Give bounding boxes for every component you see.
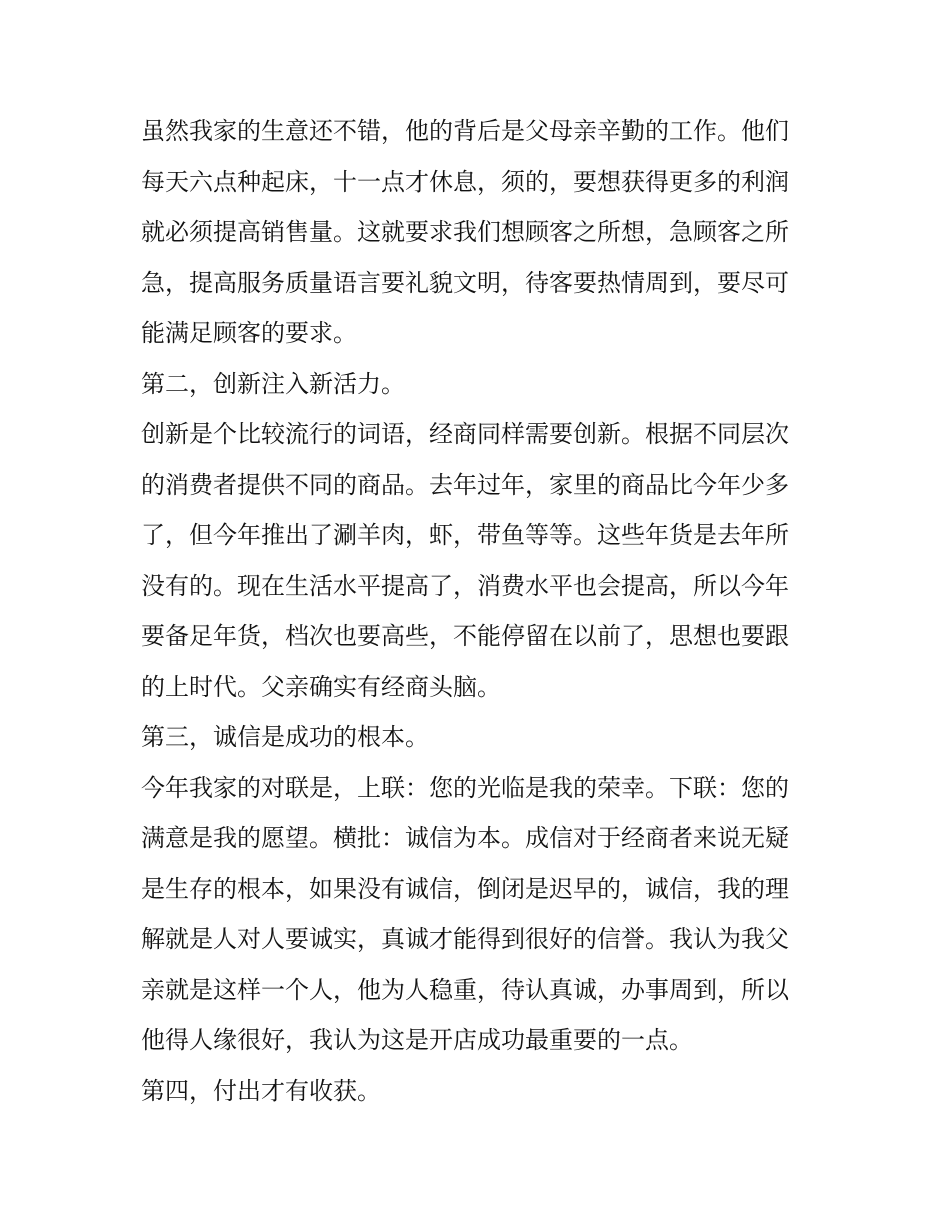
text-line: 的消费者提供不同的商品。去年过年，家里的商品比今年少多 <box>141 470 789 499</box>
text-line: 了，但今年推出了涮羊肉，虾，带鱼等等。这些年货是去年所 <box>141 521 789 549</box>
text-line: 今年我家的对联是，上联：您的光临是我的荣幸。下联：您的 <box>141 773 789 802</box>
text-line: 要备足年货，档次也要高些，不能停留在以前了，思想也要跟 <box>141 622 789 650</box>
text-line: 就必须提高销售量。这就要求我们想顾客之所想，急顾客之所 <box>141 218 789 246</box>
text-line: 是生存的根本，如果没有诚信，倒闭是迟早的，诚信，我的理 <box>141 874 789 903</box>
text-line: 解就是人对人要诚实，真诚才能得到很好的信誉。我认为我父 <box>141 925 789 953</box>
text-line: 没有的。现在生活水平提高了，消费水平也会提高，所以今年 <box>141 571 789 600</box>
text-line: 他得人缘很好，我认为这是开店成功最重要的一点。 <box>141 1026 693 1054</box>
text-line: 虽然我家的生意还不错，他的背后是父母亲辛勤的工作。他们 <box>141 117 789 145</box>
text-line: 创新是个比较流行的词语，经商同样需要创新。根据不同层次 <box>141 420 789 448</box>
section-heading-3: 第三，诚信是成功的根本。 <box>141 723 429 751</box>
text-line: 的上时代。父亲确实有经商头脑。 <box>141 672 501 701</box>
text-line: 亲就是这样一个人，他为人稳重，待认真诚，办事周到，所以 <box>141 975 789 1004</box>
text-line: 满意是我的愿望。横批：诚信为本。成信对于经商者来说无疑 <box>141 824 789 852</box>
text-line: 急，提高服务质量语言要礼貌文明，待客要热情周到，要尽可 <box>141 268 789 297</box>
document-body <box>141 106 813 1116</box>
section-heading-4: 第四，付出才有收获。 <box>141 1076 381 1105</box>
text-line: 能满足顾客的要求。 <box>141 319 357 347</box>
text-line: 每天六点种起床，十一点才休息，须的，要想获得更多的利润 <box>141 167 789 196</box>
section-heading-2: 第二，创新注入新活力。 <box>141 369 405 398</box>
